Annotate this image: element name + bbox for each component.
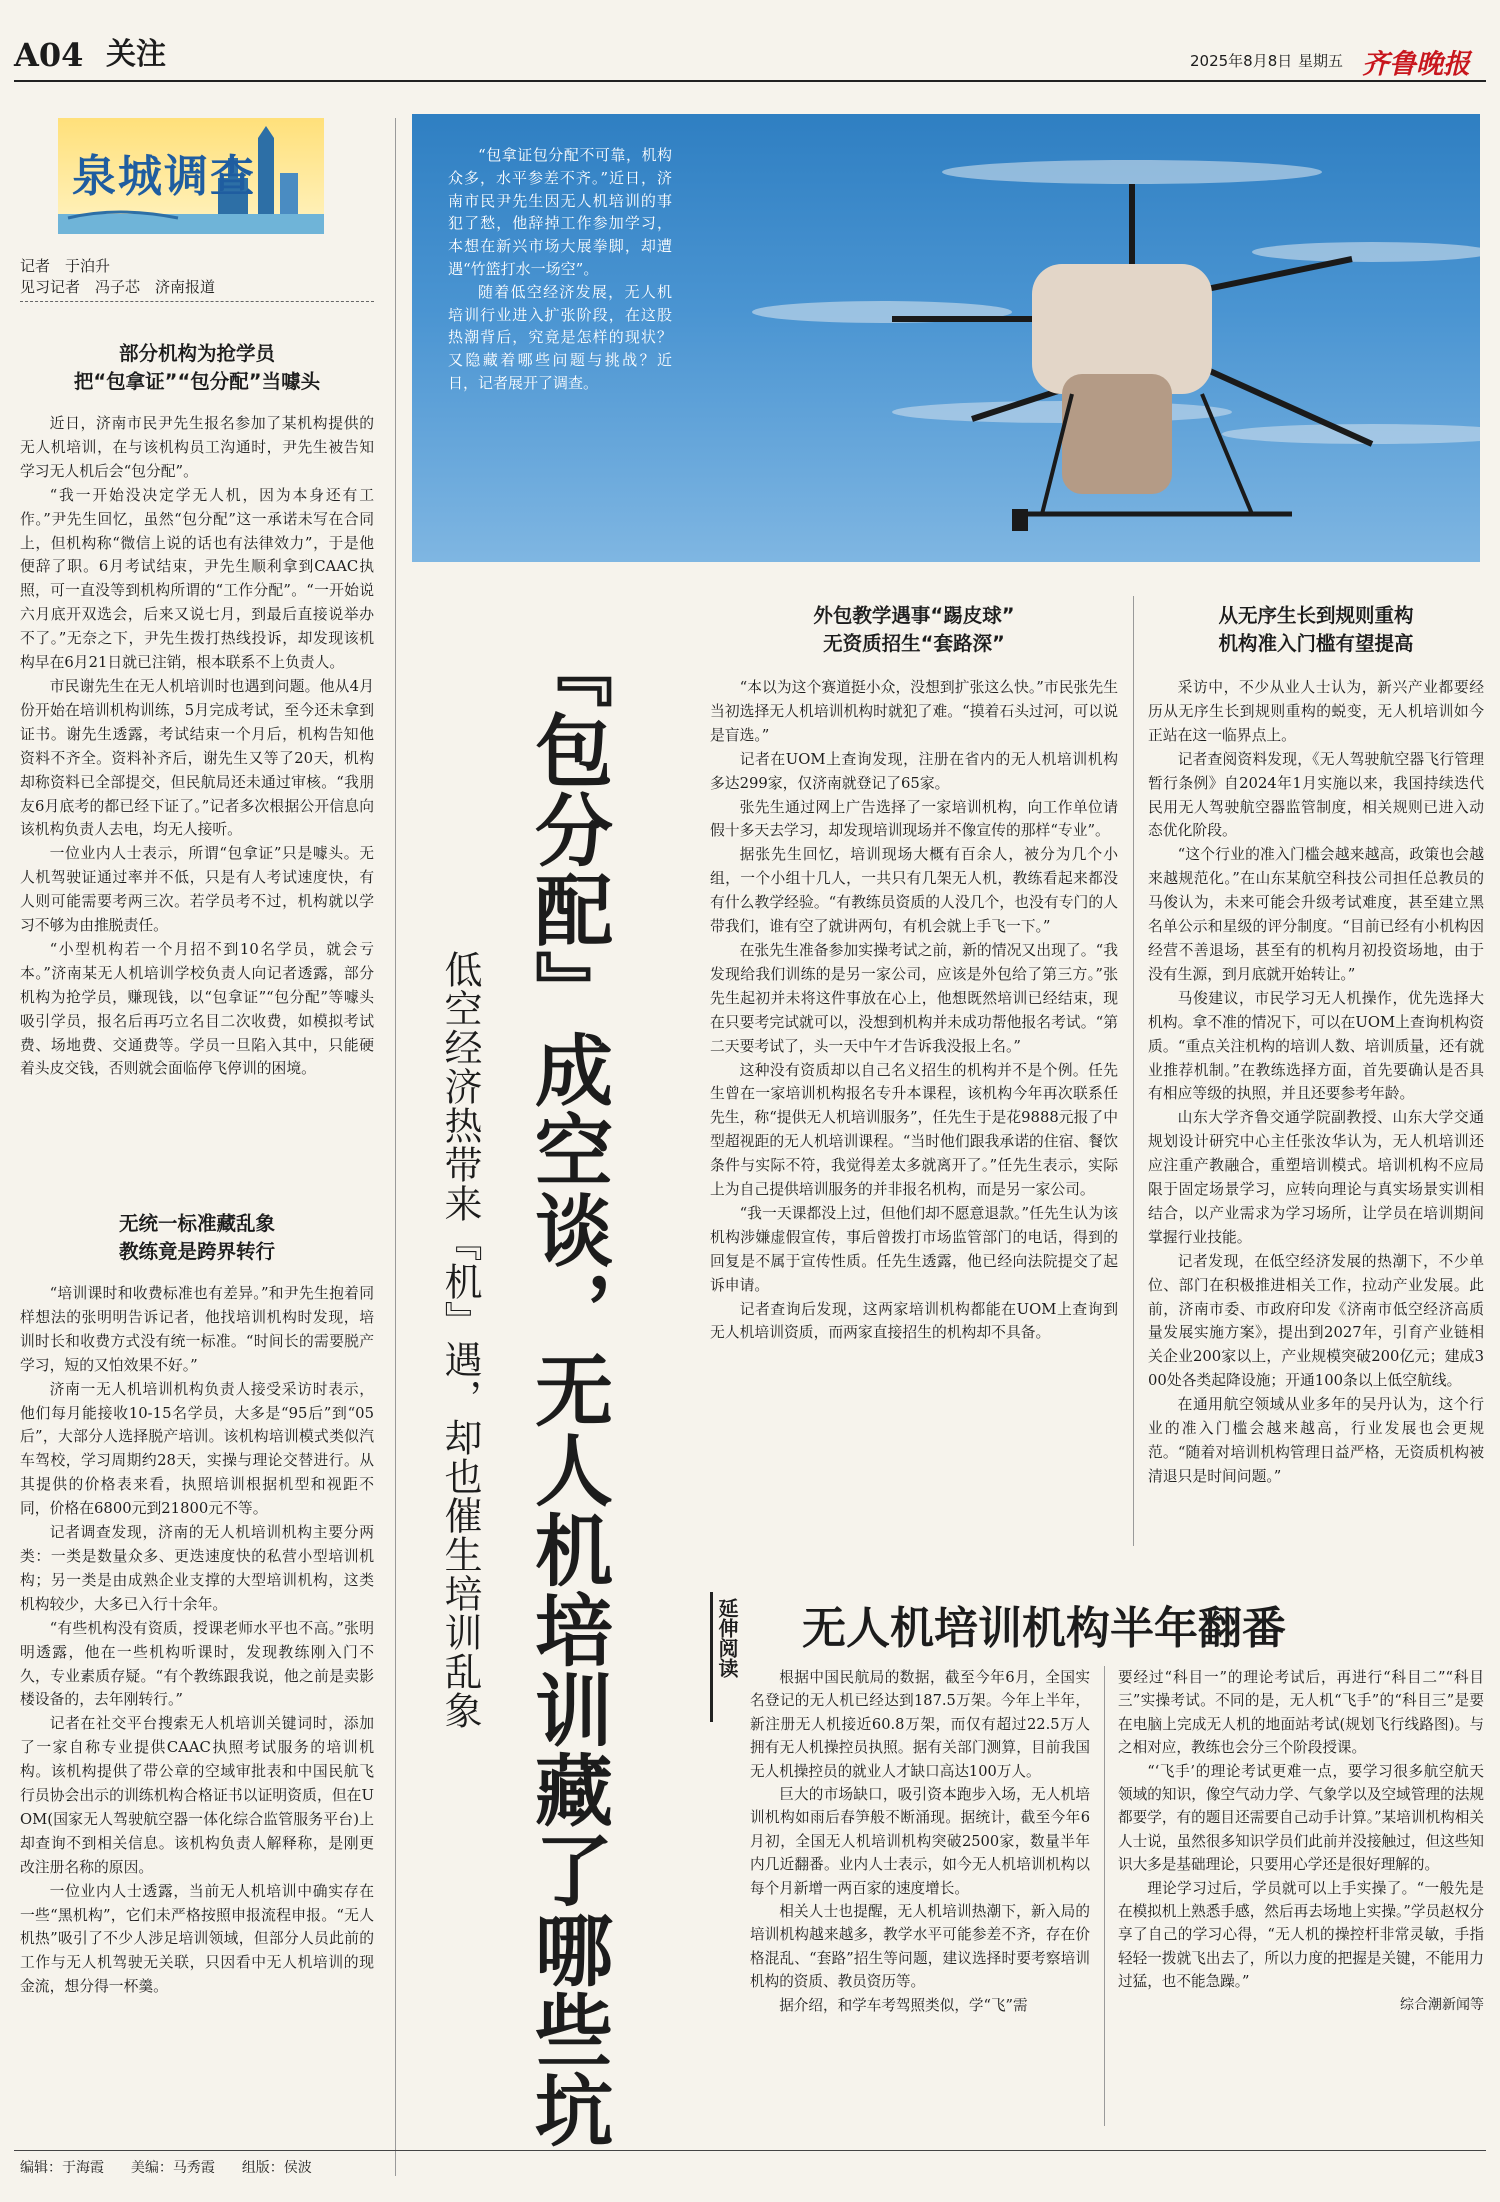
article-column-1a [20, 412, 374, 1081]
column-divider [1104, 1666, 1105, 2126]
logo-text: 泉城调查 [72, 151, 256, 202]
section-heading-line: 机构准入门槛有望提高 [1218, 632, 1414, 655]
article-paragraph: 相关人士也提醒，无人机培训热潮下，新入局的培训机构越来越多，教学水平可能参差不齐，存在价格混乱、“套路”招生等问题，建议选择时要考察培训机构的资质、教员资历等。 [750, 1903, 1090, 1991]
article-paragraph: 近日，济南市民尹先生报名参加了某机构提供的无人机培训，在与该机构员工沟通时，尹先生被告知学习无人机后会“包分配”。 [20, 415, 374, 480]
section-heading-line: 教练竟是跨界转行 [118, 1240, 275, 1263]
extended-tag-text: 延伸阅读 [715, 1598, 739, 1678]
section-heading-line: 无资质招生“套路深” [823, 632, 1005, 655]
article-paragraph: 记者在社交平台搜索无人机培训关键词时，添加了一家自称专业提供CAAC执照考试服务的培训机构。该机构提供了带公章的空域审批表和中国民航飞行员协会出示的训练机构合格证书以证明资质，但在UOM(国家无人驾驶航空器一体化综合监管服务平台)上却查询不到相关信息。该机构负责人解释称，是刚更改注册名称的原因。 [20, 1715, 374, 1876]
section-heading-3 [710, 602, 1118, 658]
article-paragraph: 记者发现，在低空经济发展的热潮下，不少单位、部门在积极推进相关工作，拉动产业发展。此前，济南市委、市政府印发《济南市低空经济高质量发展实施方案》，提出到2027年，引育产业链相关企业200家以上，产业规模突破200亿元；建成300处各类起降设施；开通100条以上低空航线。 [1148, 1252, 1484, 1390]
article-paragraph: 这种没有资质却以自己名义招生的机构并不是个例。任先生曾在一家培训机构报名专升本课程，该机构今年再次联系任先生，称“提供无人机培训服务”，任先生于是花9888元报了中型超视距的无人机培训课程。“当时他们跟我承诺的住宿、餐饮条件与实际不符，我觉得差太多就离开了。”任先生表示，实际上为自己提供培训服务的并非报名机构，而是另一家公司。 [710, 1061, 1118, 1199]
article-paragraph: 市民谢先生在无人机培训时也遇到问题。他从4月份开始在培训机构训练，5月完成考试，至今还未拿到证书。谢先生透露，考试结束一个月后，机构告知他资料不齐全。资料补齐后，谢先生又等了20天，机构却称资料已全部提交，但民航局还未通过审核。“我朋友6月底考的都已经下证了。”记者多次根据公开信息向该机构负责人去电，均无人接听。 [20, 677, 374, 839]
issue-date: 2025年8月8日 [1190, 52, 1293, 70]
byline [20, 256, 215, 298]
article-paragraph-continued: 要经过“科目一”的理论考试后，再进行“科目二”“科目三”实操考试。不同的是，无人机“飞手”的“科目三”是要在电脑上完成无人机的地面站考试(规划飞行线路图)。与之相对应，教练也会分三个阶段授课。 [1118, 1669, 1484, 1757]
photo-caption [448, 144, 672, 395]
section-heading-line: 外包教学遇事“踢皮球” [813, 604, 1015, 627]
page-number: A04 [14, 36, 84, 74]
article-paragraph: “小型机构若一个月招不到10名学员，就会亏本。”济南某无人机培训学校负责人向记者透露，部分机构为抢学员，赚现钱，以“包拿证”“包分配”等噱头吸引学员，报名后再巧立名目二次收费，如模拟考试费、场地费、交通费等。学员一旦陷入其中，只能硬着头皮交钱，否则就会面临停飞停训的困境。 [20, 940, 374, 1078]
column-divider [395, 118, 396, 2176]
section-heading-line: 从无序生长到规则重构 [1218, 604, 1414, 627]
article-paragraph: 据张先生回忆，培训现场大概有百余人，被分为几个小组，一个小组十几人，一共只有几架无人机，教练看起来都没有什么教学经验。“有教练员资质的人没几个，也没有专门的人带我们，谁有空了就讲两句，有机会就上手飞一下。” [710, 846, 1118, 936]
article-paragraph: 在张先生准备参加实操考试之前，新的情况又出现了。“我发现给我们训练的是另一家公司，应该是外包给了第三方。”张先生起初并未将这件事放在心上，他想既然培训已经结束，现在只要考完试就可以，没想到机构并未成功帮他报名考试。“第二天要考试了，头一天中午才告诉我没报上名。” [710, 941, 1118, 1055]
article-paragraph: “本以为这个赛道挺小众，没想到扩张这么快。”市民张先生当初选择无人机培训机构时就犯了难。“摸着石头过河，可以说是盲选。” [710, 679, 1118, 744]
footer-designer: 美编：马秀霞 [130, 2160, 215, 2176]
article-paragraph: 马俊建议，市民学习无人机操作，优先选择大机构。拿不准的情况下，可以在UOM上查询机构资质。“重点关注机构的培训人数、培训质量，还有就业推荐机制。”在教练选择方面，首先要确认是否具有相应等级的执照，并且还要参考年龄。 [1148, 989, 1484, 1103]
article-paragraph: “我一开始没决定学无人机，因为本身还有工作。”尹先生回忆，虽然“包分配”这一承诺未写在合同上，但机构称“微信上说的话也有法律效力”，于是他便辞了职。6月考试结束，尹先生顺利拿到CAAC执照，可一直没等到机构所谓的“工作分配”。“一开始说六月底开双选会，后来又说七月，到最后直接说举办不了。”无奈之下，尹先生拨打热线投诉，却发现该机构早在6月21日就已注销，根本联系不上负责人。 [20, 486, 374, 672]
footer-proof: 组版：侯波 [241, 2160, 312, 2176]
article-source: 综合潮新闻等 [1400, 1996, 1484, 2013]
section-heading-4 [1148, 602, 1484, 658]
byline-reporter: 记者 于泊升 [20, 257, 111, 275]
section-heading-1 [20, 340, 374, 396]
column-divider [1133, 596, 1134, 1546]
article-paragraph: 一位业内人士表示，所谓“包拿证”只是噱头。无人机驾驶证通过率并不低，只是有人考试速度快，有人则可能需要考两三次。若学员考不过，机构就以学习不够为由推脱责任。 [20, 845, 374, 935]
article-paragraph: “这个行业的准入门槛会越来越高，政策也会越来越规范化。”在山东某航空科技公司担任总教员的马俊认为，未来可能会升级考试难度，甚至建立黑名单公示和星级的评分制度。“目前已经有小机构因经营不善退场，甚至有的机构月初投资场地，由于没有生源，到月底就开始转让。” [1148, 846, 1484, 983]
article-paragraph: 理论学习过后，学员就可以上手实操了。“一般先是在模拟机上熟悉手感，然后再去场地上实操。”学员赵权分享了自己的学习心得，“无人机的操控杆非常灵敏，手指轻轻一拨就飞出去了，所以力度的把握是关键，不能用力过猛，也不能急躁。” [1118, 1879, 1484, 1991]
article-paragraph: “‘飞手’的理论考试更难一点，要学习很多航空航天领域的知识，像空气动力学、气象学以及空域管理的法规都要学，有的题目还需要自己动手计算。”某培训机构相关人士说，虽然很多知识学员们此前并没接触过，但这些知识大多是基础理论，只要用心学还是很好理解的。 [1118, 1762, 1484, 1874]
sub-headline: 低空经济热带来『机』遇，却也催生培训乱象 [438, 950, 482, 1730]
article-paragraph: 记者在UOM上查询发现，注册在省内的无人机培训机构多达299家，仅济南就登记了65家。 [710, 750, 1118, 792]
article-paragraph: 据介绍，和学车考驾照类似，学“飞”需 [779, 1996, 1028, 2014]
article-paragraph: 巨大的市场缺口，吸引资本跑步入场，无人机培训机构如雨后春笋般不断涌现。据统计，截至今年6月初，全国无人机培训机构突破2500家，数量半年内几近翻番。业内人士表示，如今无人机培训机构以每个月新增一两百家的速度增长。 [750, 1786, 1090, 1897]
article-column-1b [20, 1282, 374, 1999]
extended-title: 无人机培训机构半年翻番 [802, 1603, 1286, 1654]
extended-column-2 [1118, 1666, 1484, 2017]
article-paragraph: 济南一无人机培训机构负责人接受采访时表示，他们每月能接收10-15名学员，大多是“95后”到“05后”，大部分人选择脱产培训。该机构培训模式类似汽车驾校，学习周期约28天，实操与理论交替进行。从其提供的价格表来看，执照培训根据机型和视距不同，价格在6800元到21800元不等。 [20, 1380, 374, 1518]
article-paragraph: 根据中国民航局的数据，截至今年6月，全国实名登记的无人机已经达到187.5万架。今年上半年，新注册无人机接近60.8万架，而仅有超过22.5万人拥有无人机操控员执照。据有关部门测算，目前我国无人机操控员的就业人才缺口高达100万人。 [750, 1669, 1090, 1780]
extended-reading-box [710, 1592, 1486, 2137]
article-paragraph: 采访中，不少从业人士认为，新兴产业都要经历从无序生长到规则重构的蜕变，无人机培训如今正站在这一临界点上。 [1148, 679, 1484, 744]
article-paragraph: 在通用航空领域从业多年的吴丹认为，这个行业的准入门槛会越来越高，行业发展也会更规范。“随着对培训机构管理日益严格，无资质机构被清退只是时间问题。” [1148, 1396, 1484, 1485]
article-paragraph: 山东大学齐鲁交通学院副教授、山东大学交通规划设计研究中心主任张汝华认为，无人机培训还应注重产教融合，重塑培训模式。培训机构不应局限于固定场景学习，应转向理论与真实场景实训相结合，以产业需求为学习场所，让学员在培训期间掌握行业技能。 [1148, 1109, 1484, 1246]
byline-rule [20, 301, 374, 302]
section-heading-line: 部分机构为抢学员 [118, 342, 275, 365]
section-heading-line: 把“包拿证”“包分配”当噱头 [73, 370, 321, 393]
article-paragraph: “有些机构没有资质，授课老师水平也不高。”张明明透露，他在一些机构听课时，发现教练刚入门不久，专业素质存疑。“有个教练跟我说，他之前是卖影楼设备的，去年刚转行。” [20, 1619, 374, 1709]
footer-rule [14, 2150, 1486, 2151]
main-headline: 『包分配』成空谈，无人机培训藏了哪些坑 [522, 630, 612, 2150]
byline-intern: 见习记者 冯子芯 济南报道 [20, 278, 216, 296]
article-paragraph: “培训课时和收费标准也有差异。”和尹先生抱着同样想法的张明明告诉记者，他找培训机构时发现，培训时长和收费方式没有统一标准。“时间长的需要脱产学习，短的又怕效果不好。” [20, 1285, 374, 1374]
extended-column-1 [750, 1666, 1090, 2017]
section-heading-2 [20, 1210, 374, 1266]
drone-photo [412, 114, 1480, 562]
section-heading-line: 无统一标准藏乱象 [118, 1212, 275, 1235]
issue-weekday: 星期五 [1298, 52, 1344, 70]
article-paragraph: 一位业内人士透露，当前无人机培训中确实存在一些“黑机构”，它们未严格按照申报流程申报。“无人机热”吸引了不少人涉足培训领域，但部分人员此前的工作与无人机驾驶无关联，只因看中无人机培训的现金流，想分得一杯羹。 [20, 1882, 374, 1996]
article-paragraph: 张先生通过网上广告选择了一家培训机构，向工作单位请假十多天去学习，却发现培训现场并不像宣传的那样“专业”。 [710, 798, 1118, 840]
section-name: 关注 [106, 37, 166, 72]
article-paragraph: 记者查阅资料发现，《无人驾驶航空器飞行管理暂行条例》自2024年1月实施以来，我国持续迭代民用无人驾驶航空器监管制度，相关规则已进入动态优化阶段。 [1148, 750, 1484, 840]
page-header [14, 36, 1486, 78]
paper-logo: 齐鲁晚报 [1362, 49, 1470, 80]
extended-tag [710, 1592, 739, 1722]
article-paragraph: “我一天课都没上过，但他们却不愿意退款。”任先生认为该机构涉嫌虚假宣传，事后曾拨打市场监管部门的电话，得到的回复是不属于宣传性质。任先生透露，他已经向法院提交了起诉申请。 [710, 1204, 1118, 1294]
photo-caption-paragraph: “包拿证包分配不可靠，机构众多，水平参差不齐。”近日，济南市民尹先生因无人机培训的事犯了愁，他辞掉工作参加学习，本想在新兴市场大展拳脚，却遭遇“竹篮打水一场空”。 [448, 146, 672, 278]
footer-editor: 编辑：于海霞 [20, 2160, 104, 2176]
header-rule [14, 80, 1486, 82]
article-column-3 [1148, 676, 1484, 1489]
photo-caption-paragraph: 随着低空经济发展，无人机培训行业进入扩张阶段，在这股热潮背后，究竟是怎样的现状？又隐藏着哪些问题与挑战？近日，记者展开了调查。 [448, 282, 672, 392]
article-paragraph: 记者查询后发现，这两家培训机构都能在UOM上查询到无人机培训资质，而两家直接招生的机构却不具备。 [710, 1300, 1118, 1342]
article-column-2 [710, 676, 1118, 1345]
column-logo [58, 118, 324, 234]
page-footer [20, 2158, 312, 2178]
article-paragraph: 记者调查发现，济南的无人机培训机构主要分两类：一类是数量众多、更迭速度快的私营小型培训机构；另一类是由成熟企业支撑的大型培训机构，这类机构较少，大多已入行十余年。 [20, 1524, 374, 1613]
